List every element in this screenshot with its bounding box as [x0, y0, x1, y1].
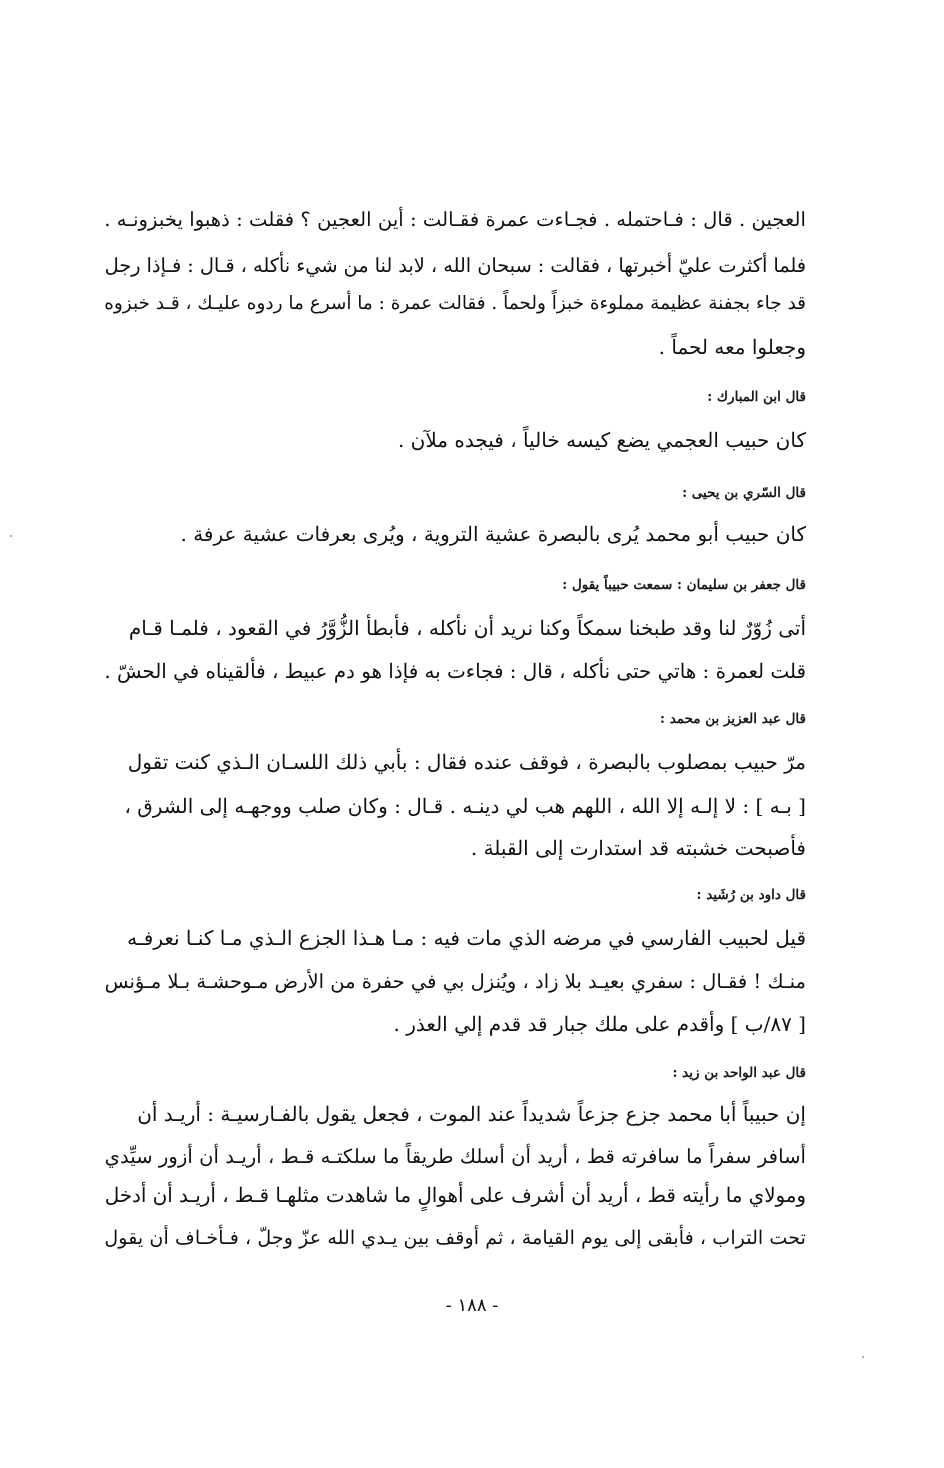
body-line: كان حبيب أبو محمد يُرى بالبصرة عشية التروية ، ويُرى بعرفات عشية عرفة .	[180, 522, 806, 546]
section-heading: قال السّري بن يحيى :	[682, 485, 806, 501]
body-line: [ ٨٧/ب ] وأقدم على ملك جبار قد قدم إلي العذر .	[393, 1012, 806, 1036]
scan-speck	[862, 1356, 864, 1358]
section-heading: قال عبد العزيز بن محمد :	[660, 711, 806, 727]
body-line: قيل لحبيب الفارسي في مرضه الذي مات فيه : مـا هـذا الجزع الـذي مـا كنـا نعرفـه	[127, 926, 806, 950]
page-number: - ١٨٨ -	[445, 1295, 499, 1316]
section-heading: قال عبد الواحد بن زيد :	[672, 1065, 806, 1081]
section-heading: قال جعفر بن سليمان : سمعت حبيباً يقول :	[562, 577, 806, 593]
body-line: وجعلوا معه لحماً .	[658, 335, 806, 359]
body-line: قد جاء بجفنة عظيمة مملوءة خبزاً ولحماً . فقالت عمرة : ما أسرع ما ردوه عليـك ، قـد خبزوه	[104, 293, 806, 314]
body-line: فأصبحت خشبته قد استدارت إلى القبلة .	[470, 836, 806, 860]
body-line: كان حبيب العجمي يضع كيسه خالياً ، فيجده ملآن .	[397, 428, 806, 452]
body-line: مرّ حبيب بمصلوب بالبصرة ، فوقف عنده فقال : بأبي ذلك اللسـان الـذي كنت تقول	[127, 750, 806, 774]
body-line: منـك ! فقـال : سفري بعيـد بلا زاد ، ويُنزل بي في حفرة من الأرض مـوحشـة بـلا مـؤنس	[104, 970, 806, 993]
section-heading: قال داود بن رُشَيد :	[696, 887, 806, 903]
section-heading: قال ابن المبارك :	[707, 389, 806, 405]
body-line: قلت لعمرة : هاتي حتى نأكله ، قال : فجاءت به فإذا هو دم عبيط ، فألقيناه في الحشّ .	[104, 660, 806, 683]
body-line: أسافر سفراً ما سافرته قط ، أريد أن أسلك طريقاً ما سلكتـه قـط ، أريـد أن أزور سيِّدي	[104, 1145, 806, 1168]
body-line: إن حبيباً أبا محمد جزع جزعاً شديداً عند الموت ، فجعل يقول بالفـارسيـة : أريـد أن	[137, 1102, 806, 1126]
body-line: العجين . قال : فـاحتمله . فجـاءت عمرة فقـالت : أين العجين ؟ فقلت : ذهبوا يخبزونـه .	[104, 208, 806, 231]
body-line: فلما أكثرت عليّ أخبرتها ، فقالت : سبحان الله ، لابد لنا من شيء نأكله ، قـال : فـإذا رجل	[104, 254, 806, 277]
scan-speck	[10, 535, 12, 537]
body-line: أتى زُوّرٌ لنا وقد طبخنا سمكاً وكنا نريد أن نأكله ، فأبطأ الزُّوَّرُ في القعود ، فلمـا قـام	[128, 616, 806, 640]
body-line: [ بـه ] : لا إلـه إلا الله ، اللهم هب لي دينـه . قـال : وكان صلب ووجهـه إلى الشرق ،	[124, 794, 806, 818]
body-line: ومولاي ما رأيته قط ، أريد أن أشرف على أهوالٍ ما شاهدت مثلهـا قـط ، أريـد أن أدخل	[104, 1184, 806, 1207]
body-line: تحت التراب ، فأبقى إلى يوم القيامة ، ثم أوقف بين يـدي الله عزّ وجلّ ، فـأخـاف أن يقول	[104, 1226, 806, 1249]
